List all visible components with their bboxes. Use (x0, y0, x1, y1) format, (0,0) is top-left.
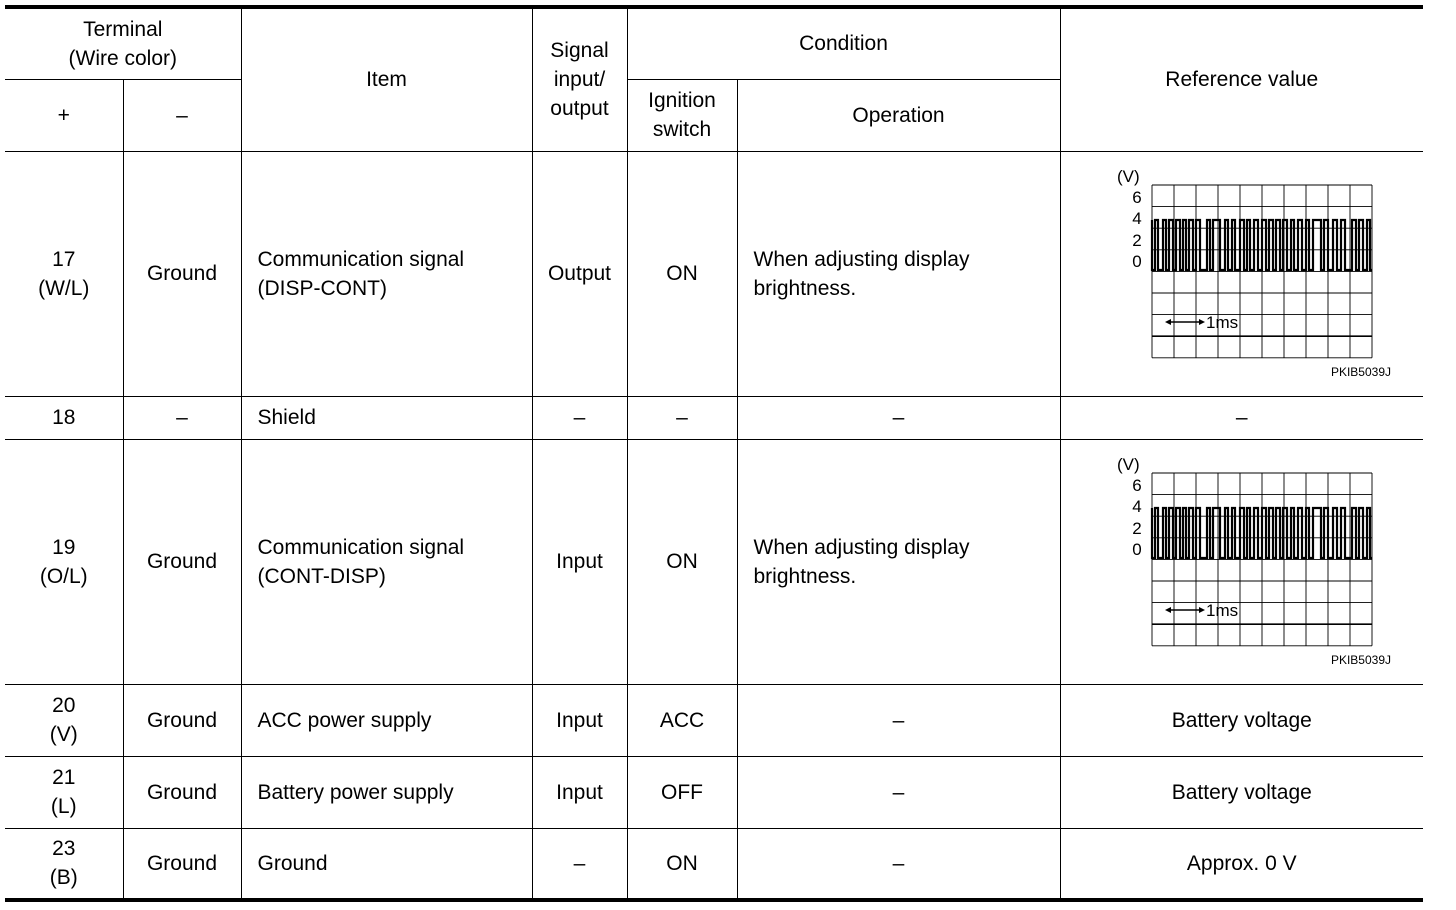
y-tick-4: 4 (1131, 208, 1142, 228)
operation-cell: When adjusting display brightness. (737, 439, 1060, 684)
table-row (5, 439, 1423, 684)
table-row (5, 151, 1423, 396)
time-scale-label: 1ms (1205, 600, 1238, 620)
minus-cell: Ground (123, 756, 241, 828)
item-cell: Battery power supply (241, 756, 532, 828)
figure-code: PKIB5039J (1330, 652, 1391, 667)
item-cell: ACC power supply (241, 684, 532, 756)
ignition-switch-header: Ignition switch (627, 79, 737, 151)
terminal-cell: 21 (L) (5, 756, 123, 828)
reference-cell: Battery voltage (1060, 756, 1423, 828)
minus-cell: Ground (123, 828, 241, 900)
time-scale-label: 1ms (1205, 312, 1238, 332)
io-cell: Input (532, 439, 627, 684)
signal-io-header: Signal input/ output (532, 7, 627, 151)
operation-cell: – (737, 828, 1060, 900)
item-cell: Communication signal (DISP-CONT) (241, 151, 532, 396)
y-tick-2: 2 (1131, 518, 1142, 538)
waveform-chart (1061, 152, 1424, 396)
io-cell: – (532, 828, 627, 900)
terminal-cell: 23 (B) (5, 828, 123, 900)
reference-cell (1060, 151, 1423, 396)
minus-cell: Ground (123, 151, 241, 396)
reference-cell: Battery voltage (1060, 684, 1423, 756)
ignition-cell: – (627, 396, 737, 439)
item-cell: Ground (241, 828, 532, 900)
waveform-signal (1152, 508, 1372, 558)
reference-cell: – (1060, 396, 1423, 439)
y-tick-0: 0 (1131, 251, 1142, 271)
terminal-cell: 18 (5, 396, 123, 439)
ignition-cell: ON (627, 439, 737, 684)
terminal-cell: 20 (V) (5, 684, 123, 756)
operation-cell: When adjusting display brightness. (737, 151, 1060, 396)
figure-code: PKIB5039J (1330, 364, 1391, 379)
voltage-unit-label: (V) (1116, 454, 1140, 474)
voltage-unit-label: (V) (1116, 166, 1140, 186)
ignition-cell: ON (627, 828, 737, 900)
table-row (5, 684, 1423, 756)
condition-header: Condition (627, 7, 1060, 79)
y-tick-0: 0 (1131, 539, 1142, 559)
operation-cell: – (737, 756, 1060, 828)
y-tick-2: 2 (1131, 230, 1142, 250)
reference-value-header: Reference value (1060, 7, 1423, 151)
item-cell: Communication signal (CONT-DISP) (241, 439, 532, 684)
io-cell: Output (532, 151, 627, 396)
time-scale-arrow (1165, 319, 1205, 325)
waveform-signal (1152, 220, 1372, 270)
minus-cell: Ground (123, 439, 241, 684)
waveform-grid (1152, 473, 1372, 646)
ignition-cell: ON (627, 151, 737, 396)
y-tick-6: 6 (1131, 187, 1142, 207)
item-header: Item (241, 7, 532, 151)
waveform-chart (1061, 440, 1424, 684)
terminal-cell: 19 (O/L) (5, 439, 123, 684)
terminal-header: Terminal (Wire color) (5, 7, 241, 79)
minus-header: – (123, 79, 241, 151)
operation-cell: – (737, 396, 1060, 439)
waveform-grid (1152, 185, 1372, 358)
item-cell: Shield (241, 396, 532, 439)
ignition-cell: ACC (627, 684, 737, 756)
io-cell: – (532, 396, 627, 439)
reference-cell (1060, 439, 1423, 684)
io-cell: Input (532, 756, 627, 828)
minus-cell: – (123, 396, 241, 439)
table-row (5, 756, 1423, 828)
operation-cell: – (737, 684, 1060, 756)
terminal-cell: 17 (W/L) (5, 151, 123, 396)
io-cell: Input (532, 684, 627, 756)
ignition-cell: OFF (627, 756, 737, 828)
time-scale-arrow (1165, 607, 1205, 613)
reference-cell: Approx. 0 V (1060, 828, 1423, 900)
terminal-spec-table (5, 5, 1423, 902)
operation-header: Operation (737, 79, 1060, 151)
y-tick-6: 6 (1131, 475, 1142, 495)
table-row (5, 396, 1423, 439)
table-row (5, 828, 1423, 900)
plus-header: + (5, 79, 123, 151)
y-tick-4: 4 (1131, 496, 1142, 516)
minus-cell: Ground (123, 684, 241, 756)
